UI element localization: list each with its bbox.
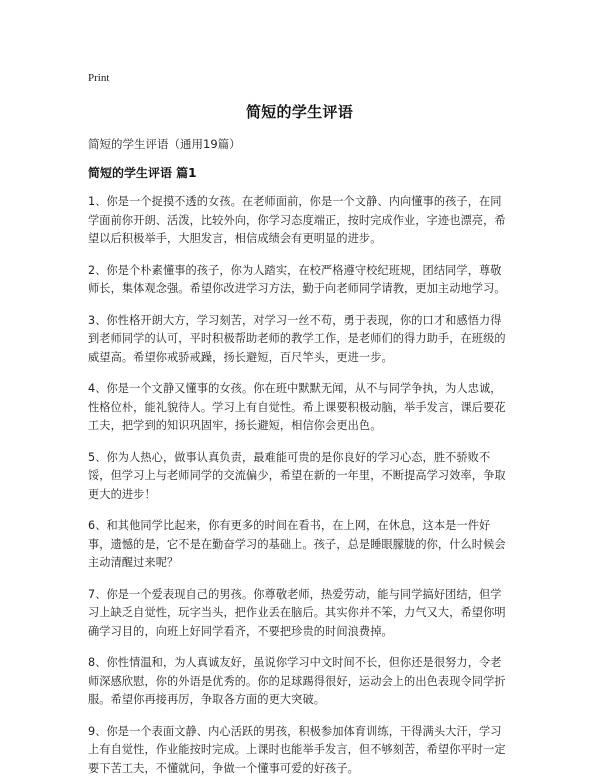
print-link[interactable]: Print xyxy=(88,71,511,86)
page-title: 简短的学生评语 xyxy=(88,102,511,122)
comment-paragraph-4: 4、你是一个文静又懂事的女孩。你在班中默默无闻，从不与同学争执，为人忠诚，性格位朴，能礼貌待人。学习上有自觉性。希上课要积极动脑，举手发言，课后要花工夫，把学到的知识巩固牢，扬长避短，相信你会更出色。 xyxy=(88,380,511,436)
comment-paragraph-9: 9、你是一个表面文静、内心活跃的男孩，积极参加体育训练，干得满头大汗，学习上有自觉性，作业能按时完成。上课时也能举手发言，但不够刻苦，希望你平时一定要下苦工夫，不懂就问，争做一个懂事可爱的好孩子。 xyxy=(88,723,511,778)
section-heading: 简短的学生评语 篇1 xyxy=(88,165,511,181)
paragraph-list xyxy=(88,193,511,778)
comment-paragraph-3: 3、你性格开朗大方，学习刻苦，对学习一丝不苟，勇于表现，你的口才和感悟力得到老师同学的认可，平时积极帮助老师的教学工作，是老师们的得力助手，在班级的威望高。希望你戒骄戒躁，扬长避短，百尺竿头，更进一步。 xyxy=(88,312,511,368)
comment-paragraph-7: 7、你是一个爱表现自己的男孩。你尊敬老师，热爱劳动，能与同学搞好团结，但学习上缺乏自觉性，玩字当头，把作业丢在脑后。其实你并不笨，力气又大，希望你明确学习目的，向班上好同学看齐，不要把珍贵的时间浪费掉。 xyxy=(88,586,511,642)
comment-paragraph-6: 6、和其他同学比起来，你有更多的时间在看书，在上网，在休息，这本是一件好事，遗憾的是，它不是在勤奋学习的基础上。孩子，总是睡眼朦胧的你，什么时候会主动清醒过来呢？ xyxy=(88,517,511,573)
document-subtitle: 简短的学生评语（通用19篇） xyxy=(88,136,511,152)
comment-paragraph-1: 1、你是一个捉摸不透的女孩。在老师面前，你是一个文静、内向懂事的孩子，在同学面前你开朗、活泼，比较外向，你学习态度端正，按时完成作业，字迹也漂亮，希望以后积极举手，大胆发言，相信成绩会有更明显的进步。 xyxy=(88,193,511,249)
comment-paragraph-2: 2、你是个朴素懂事的孩子，你为人踏实，在校严格遵守校纪班规，团结同学，尊敬师长，集体观念强。希望你改进学习方法，勤于向老师同学请教，更加主动地学习。 xyxy=(88,262,511,299)
comment-paragraph-5: 5、你为人热心，做事认真负责，最难能可贵的是你良好的学习心态，胜不骄败不馁，但学习上与老师同学的交流偏少，希望在新的一年里，不断提高学习效率，争取更大的进步！ xyxy=(88,449,511,505)
comment-paragraph-8: 8、你性情温和，为人真诚友好，虽说你学习中文时间不长，但你还是很努力，令老师深感欣慰，你的外语是优秀的。你的足球踢得很好，运动会上的出色表现令同学折服。希望你再接再厉，争取各方面的更大突破。 xyxy=(88,654,511,710)
